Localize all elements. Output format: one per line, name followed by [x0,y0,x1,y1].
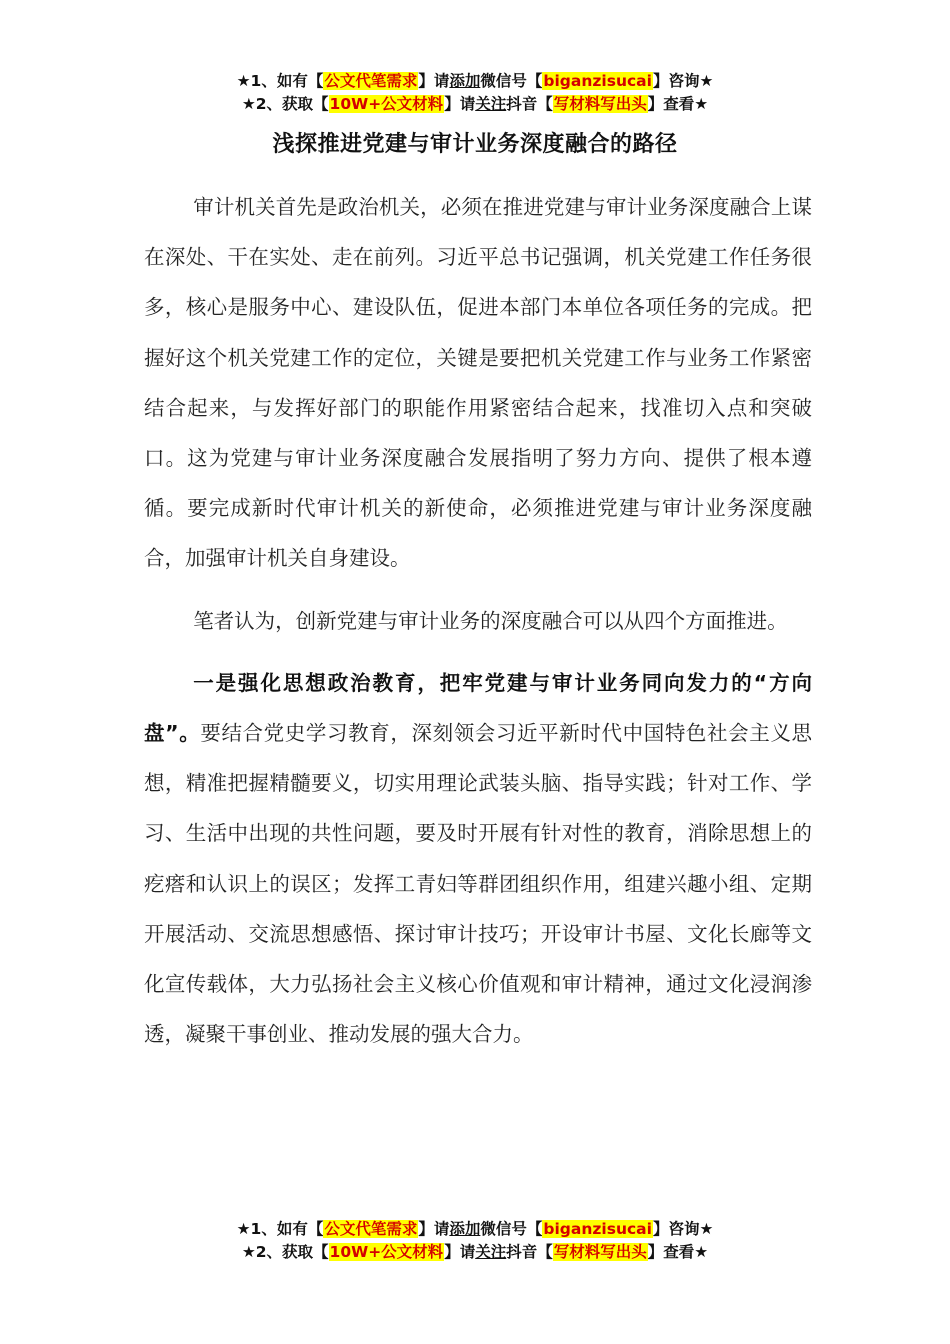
highlight-service: 公文代笔需求 [324,1220,418,1238]
star-icon: ★ [236,72,251,90]
promo-text: 1、如有【 [250,1220,324,1238]
promo-text: 2、获取【 [255,95,329,113]
highlight-materials: 10W+公文材料 [329,1243,444,1261]
promo-text: 微信号【 [480,1220,543,1238]
promo-text: 】咨询★ [652,72,714,90]
promo-text: 】查看★ [647,1243,709,1261]
promo-banner-top [0,70,950,116]
promo-text: 微信号【 [480,72,543,90]
document-body [144,182,812,1071]
promo-line-1 [0,70,950,93]
underlined-text: 添加 [449,72,481,90]
underlined-text: 关注 [475,1243,507,1261]
highlight-douyin-name: 写材料写出头 [553,95,647,113]
underlined-text: 添加 [449,1220,481,1238]
promo-line-1 [0,1218,950,1241]
star-icon: ★ [236,1220,251,1238]
promo-banner-bottom [0,1218,950,1264]
highlight-douyin-name: 写材料写出头 [553,1243,647,1261]
promo-text: 】请 [444,1243,476,1261]
paragraph-point-one [144,658,812,1060]
paragraph-intro: 审计机关首先是政治机关，必须在推进党建与审计业务深度融合上谋在深处、干在实处、走在前列。习近平总书记强调，机关党建工作任务很多，核心是服务中心、建设队伍，促进本部门本单位各项任务的完成。把握好这个机关党建工作的定位，关键是要把机关党建工作与业务工作紧密结合起来，与发挥好部门的职能作用紧密结合起来，找准切入点和突破口。这为党建与审计业务深度融合发展指明了努力方向、提供了根本遵循。要完成新时代审计机关的新使命，必须推进党建与审计业务深度融合，加强审计机关自身建设。 [144,195,812,571]
paragraph-thesis: 笔者认为，创新党建与审计业务的深度融合可以从四个方面推进。 [193,608,788,633]
promo-text: 】请 [444,95,476,113]
highlight-wechat-id: biganzisucai [543,1220,652,1238]
highlight-service: 公文代笔需求 [324,72,418,90]
promo-text: 】请 [418,1220,450,1238]
promo-text: 】查看★ [647,95,709,113]
star-icon: ★ [241,95,256,113]
promo-line-2 [0,1241,950,1264]
highlight-materials: 10W+公文材料 [329,95,444,113]
point-one-body: 要结合党史学习教育，深刻领会习近平新时代中国特色社会主义思想，精准把握精髓要义，切实用理论武装头脑、指导实践；针对工作、学习、生活中出现的共性问题，要及时开展有针对性的教育，消除思想上的疙瘩和认识上的误区；发挥工青妇等群团组织作用，组建兴趣小组、定期开展活动、交流思想感悟、探讨审计技巧；开设审计书屋、文化长廊等文化宣传载体，大力弘扬社会主义核心价值观和审计精神，通过文化浸润渗透，凝聚干事创业、推动发展的强大合力。 [144,721,813,1047]
highlight-wechat-id: biganzisucai [543,72,652,90]
promo-text: 1、如有【 [250,72,324,90]
underlined-text: 关注 [475,95,507,113]
star-icon: ★ [241,1243,256,1261]
promo-text: 抖音【 [506,95,553,113]
promo-line-2 [0,93,950,116]
document-title: 浅探推进党建与审计业务深度融合的路径 [272,132,678,157]
point-one-heading: 一是强化思想政治教育，把牢党建与审计业务同向发力的“方向盘”。 [144,670,812,746]
promo-text: 】咨询★ [652,1220,714,1238]
promo-text: 2、获取【 [255,1243,329,1261]
promo-text: 抖音【 [506,1243,553,1261]
promo-text: 】请 [418,72,450,90]
